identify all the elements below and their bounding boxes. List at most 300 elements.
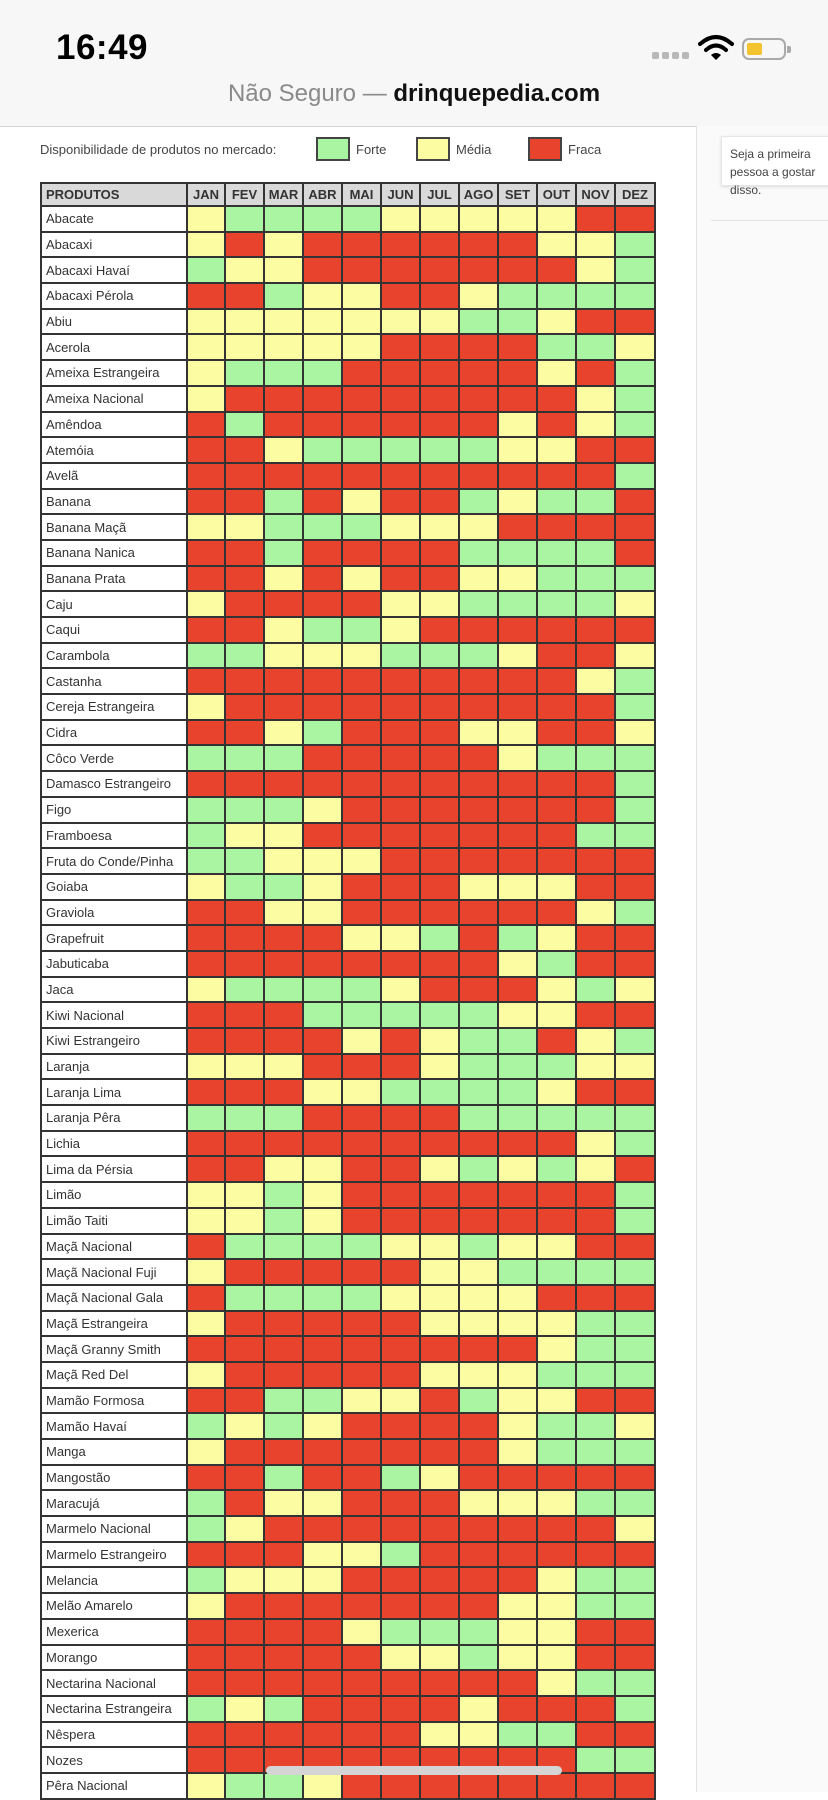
availability-cell — [537, 745, 576, 771]
availability-cell — [537, 1182, 576, 1208]
availability-cell — [225, 720, 264, 746]
availability-cell — [381, 591, 420, 617]
availability-cell — [225, 412, 264, 438]
availability-cell — [537, 1490, 576, 1516]
availability-cell — [225, 1285, 264, 1311]
availability-cell — [576, 1285, 615, 1311]
table-row — [41, 1259, 655, 1285]
availability-cell — [576, 1311, 615, 1337]
table-row — [41, 309, 655, 335]
availability-cell — [264, 694, 303, 720]
availability-cell — [459, 1234, 498, 1260]
availability-cell — [381, 977, 420, 1003]
availability-cell — [225, 1336, 264, 1362]
availability-cell — [342, 617, 381, 643]
product-name: Abacaxi — [41, 232, 187, 258]
availability-cell — [381, 1465, 420, 1491]
availability-cell — [381, 1413, 420, 1439]
availability-cell — [459, 206, 498, 232]
availability-cell — [459, 1516, 498, 1542]
availability-cell — [615, 925, 655, 951]
availability-cell — [187, 1182, 225, 1208]
availability-cell — [303, 514, 342, 540]
availability-cell — [187, 1131, 225, 1157]
availability-cell — [303, 1670, 342, 1696]
availability-cell — [264, 977, 303, 1003]
availability-cell — [420, 1413, 459, 1439]
availability-cell — [420, 900, 459, 926]
availability-cell — [498, 668, 537, 694]
availability-cell — [576, 617, 615, 643]
availability-cell — [498, 617, 537, 643]
availability-cell — [615, 848, 655, 874]
home-indicator[interactable] — [266, 1766, 562, 1775]
product-name: Laranja Pêra — [41, 1105, 187, 1131]
availability-cell — [264, 1362, 303, 1388]
legend-medium-label: Média — [456, 142, 492, 157]
availability-cell — [187, 334, 225, 360]
product-name: Laranja Lima — [41, 1079, 187, 1105]
availability-cell — [615, 1542, 655, 1568]
availability-cell — [342, 668, 381, 694]
availability-cell — [615, 874, 655, 900]
availability-cell — [459, 874, 498, 900]
availability-cell — [381, 1490, 420, 1516]
availability-cell — [576, 1105, 615, 1131]
availability-cell — [342, 489, 381, 515]
availability-cell — [303, 694, 342, 720]
availability-cell — [381, 1516, 420, 1542]
availability-cell — [576, 925, 615, 951]
availability-cell — [187, 1079, 225, 1105]
availability-cell — [576, 1567, 615, 1593]
availability-cell — [342, 1002, 381, 1028]
availability-cell — [225, 1696, 264, 1722]
availability-cell — [381, 360, 420, 386]
table-row — [41, 745, 655, 771]
product-name: Lima da Pérsia — [41, 1156, 187, 1182]
product-name: Lichia — [41, 1131, 187, 1157]
address-bar[interactable] — [0, 80, 828, 108]
availability-cell — [303, 540, 342, 566]
product-name: Banana Prata — [41, 566, 187, 592]
availability-cell — [615, 232, 655, 258]
availability-cell — [576, 1259, 615, 1285]
availability-cell — [187, 1285, 225, 1311]
availability-cell — [264, 1773, 303, 1799]
availability-cell — [381, 1002, 420, 1028]
availability-cell — [187, 823, 225, 849]
month-header-mar: MAR — [264, 183, 303, 206]
availability-cell — [303, 797, 342, 823]
availability-cell — [303, 977, 342, 1003]
availability-cell — [225, 848, 264, 874]
table-row — [41, 232, 655, 258]
availability-cell — [264, 386, 303, 412]
availability-cell — [303, 1645, 342, 1671]
availability-cell — [459, 900, 498, 926]
availability-cell — [537, 1208, 576, 1234]
availability-cell — [264, 643, 303, 669]
availability-cell — [381, 1054, 420, 1080]
availability-cell — [264, 1465, 303, 1491]
availability-cell — [420, 334, 459, 360]
availability-cell — [342, 1619, 381, 1645]
availability-cell — [264, 309, 303, 335]
availability-cell — [225, 386, 264, 412]
table-row — [41, 1131, 655, 1157]
availability-cell — [459, 283, 498, 309]
availability-cell — [498, 1311, 537, 1337]
availability-cell — [187, 977, 225, 1003]
availability-cell — [537, 1285, 576, 1311]
availability-cell — [225, 591, 264, 617]
availability-cell — [498, 1465, 537, 1491]
availability-cell — [459, 617, 498, 643]
availability-cell — [342, 1285, 381, 1311]
availability-cell — [303, 925, 342, 951]
availability-cell — [537, 1567, 576, 1593]
availability-cell — [498, 257, 537, 283]
availability-cell — [303, 1388, 342, 1414]
availability-cell — [576, 257, 615, 283]
availability-cell — [342, 1156, 381, 1182]
availability-cell — [381, 1234, 420, 1260]
availability-cell — [303, 1054, 342, 1080]
availability-cell — [264, 617, 303, 643]
availability-cell — [187, 540, 225, 566]
availability-cell — [303, 1465, 342, 1491]
table-header-row — [41, 183, 655, 206]
table-row — [41, 1336, 655, 1362]
availability-cell — [498, 437, 537, 463]
product-name: Morango — [41, 1645, 187, 1671]
availability-cell — [342, 823, 381, 849]
availability-cell — [459, 566, 498, 592]
availability-cell — [381, 514, 420, 540]
availability-cell — [264, 412, 303, 438]
availability-cell — [187, 1696, 225, 1722]
availability-cell — [381, 489, 420, 515]
availability-cell — [264, 1002, 303, 1028]
availability-cell — [498, 386, 537, 412]
availability-cell — [225, 1079, 264, 1105]
product-name: Atemóia — [41, 437, 187, 463]
availability-cell — [303, 1567, 342, 1593]
availability-cell — [303, 771, 342, 797]
availability-cell — [187, 1722, 225, 1748]
availability-cell — [381, 694, 420, 720]
availability-cell — [420, 668, 459, 694]
availability-cell — [615, 309, 655, 335]
wifi-icon — [698, 34, 734, 62]
availability-cell — [264, 951, 303, 977]
product-name: Mexerica — [41, 1619, 187, 1645]
availability-cell — [342, 977, 381, 1003]
availability-cell — [498, 1619, 537, 1645]
availability-cell — [420, 1722, 459, 1748]
availability-cell — [381, 1362, 420, 1388]
availability-cell — [459, 1465, 498, 1491]
product-name: Acerola — [41, 334, 187, 360]
product-name: Nectarina Nacional — [41, 1670, 187, 1696]
product-name: Abacaxi Pérola — [41, 283, 187, 309]
availability-cell — [420, 1208, 459, 1234]
availability-cell — [537, 1516, 576, 1542]
availability-cell — [498, 1285, 537, 1311]
availability-cell — [381, 1105, 420, 1131]
product-name: Grapefruit — [41, 925, 187, 951]
availability-cell — [459, 309, 498, 335]
availability-cell — [303, 437, 342, 463]
availability-cell — [459, 232, 498, 258]
availability-cell — [187, 1388, 225, 1414]
availability-cell — [576, 1156, 615, 1182]
availability-cell — [459, 1285, 498, 1311]
product-name: Maçã Nacional Gala — [41, 1285, 187, 1311]
availability-cell — [381, 412, 420, 438]
availability-cell — [381, 1156, 420, 1182]
availability-cell — [498, 1028, 537, 1054]
availability-cell — [459, 823, 498, 849]
availability-cell — [225, 206, 264, 232]
product-name: Jabuticaba — [41, 951, 187, 977]
availability-cell — [498, 643, 537, 669]
availability-cell — [303, 900, 342, 926]
availability-cell — [615, 694, 655, 720]
availability-cell — [342, 720, 381, 746]
availability-cell — [615, 257, 655, 283]
availability-cell — [381, 232, 420, 258]
availability-cell — [576, 1516, 615, 1542]
product-name: Banana Nanica — [41, 540, 187, 566]
availability-cell — [381, 745, 420, 771]
availability-cell — [303, 617, 342, 643]
availability-cell — [225, 797, 264, 823]
availability-cell — [537, 1362, 576, 1388]
availability-cell — [303, 951, 342, 977]
availability-cell — [381, 771, 420, 797]
availability-cell — [576, 1670, 615, 1696]
availability-cell — [537, 900, 576, 926]
product-name: Figo — [41, 797, 187, 823]
product-name: Mamão Formosa — [41, 1388, 187, 1414]
availability-cell — [498, 334, 537, 360]
product-name: Marmelo Nacional — [41, 1516, 187, 1542]
availability-cell — [537, 489, 576, 515]
availability-cell — [381, 668, 420, 694]
cellular-signal-icon — [652, 52, 689, 59]
availability-cell — [537, 1593, 576, 1619]
availability-cell — [225, 1002, 264, 1028]
product-name: Jaca — [41, 977, 187, 1003]
availability-cell — [420, 1696, 459, 1722]
availability-cell — [498, 1079, 537, 1105]
product-name: Kiwi Estrangeiro — [41, 1028, 187, 1054]
availability-cell — [459, 1439, 498, 1465]
availability-cell — [303, 848, 342, 874]
availability-cell — [498, 1593, 537, 1619]
availability-cell — [420, 848, 459, 874]
availability-cell — [537, 874, 576, 900]
availability-cell — [615, 283, 655, 309]
availability-cell — [264, 1028, 303, 1054]
availability-cell — [498, 1336, 537, 1362]
availability-cell — [576, 1439, 615, 1465]
product-name: Maçã Granny Smith — [41, 1336, 187, 1362]
availability-cell — [187, 771, 225, 797]
table-row — [41, 360, 655, 386]
availability-cell — [459, 720, 498, 746]
availability-cell — [187, 1002, 225, 1028]
availability-cell — [615, 386, 655, 412]
availability-cell — [576, 566, 615, 592]
availability-cell — [225, 232, 264, 258]
availability-cell — [225, 694, 264, 720]
availability-cell — [303, 745, 342, 771]
availability-cell — [187, 1773, 225, 1799]
availability-cell — [615, 489, 655, 515]
availability-cell — [225, 1105, 264, 1131]
like-prompt-box[interactable] — [721, 136, 828, 197]
availability-cell — [225, 1619, 264, 1645]
availability-cell — [303, 489, 342, 515]
availability-cell — [381, 951, 420, 977]
table-row — [41, 720, 655, 746]
availability-cell — [615, 1105, 655, 1131]
availability-cell — [264, 1490, 303, 1516]
availability-cell — [537, 1054, 576, 1080]
table-row — [41, 1542, 655, 1568]
availability-cell — [381, 437, 420, 463]
availability-cell — [615, 1336, 655, 1362]
availability-cell — [225, 1311, 264, 1337]
availability-cell — [459, 1490, 498, 1516]
availability-cell — [576, 1182, 615, 1208]
availability-cell — [459, 1131, 498, 1157]
availability-cell — [264, 1054, 303, 1080]
product-name: Nectarina Estrangeira — [41, 1696, 187, 1722]
availability-cell — [264, 1079, 303, 1105]
table-row — [41, 1465, 655, 1491]
availability-cell — [615, 1131, 655, 1157]
availability-cell — [459, 848, 498, 874]
availability-cell — [342, 1336, 381, 1362]
table-row — [41, 1619, 655, 1645]
availability-cell — [420, 823, 459, 849]
availability-cell — [420, 591, 459, 617]
availability-cell — [576, 1054, 615, 1080]
availability-cell — [225, 1362, 264, 1388]
availability-cell — [264, 1670, 303, 1696]
availability-cell — [187, 1105, 225, 1131]
availability-cell — [342, 1516, 381, 1542]
availability-cell — [303, 1002, 342, 1028]
availability-cell — [537, 1388, 576, 1414]
availability-cell — [420, 412, 459, 438]
table-row — [41, 1105, 655, 1131]
table-row — [41, 1388, 655, 1414]
availability-cell — [498, 900, 537, 926]
product-name: Banana Maçã — [41, 514, 187, 540]
availability-cell — [381, 874, 420, 900]
availability-cell — [381, 823, 420, 849]
availability-cell — [537, 360, 576, 386]
availability-cell — [498, 771, 537, 797]
availability-cell — [459, 257, 498, 283]
legend-swatch-medium — [416, 137, 450, 161]
table-row — [41, 668, 655, 694]
availability-cell — [498, 1773, 537, 1799]
availability-cell — [381, 643, 420, 669]
availability-cell — [342, 1234, 381, 1260]
availability-cell — [381, 1645, 420, 1671]
availability-cell — [187, 1156, 225, 1182]
product-name: Limão — [41, 1182, 187, 1208]
table-row — [41, 463, 655, 489]
table-row — [41, 437, 655, 463]
table-row — [41, 1028, 655, 1054]
product-name: Caju — [41, 591, 187, 617]
availability-cell — [576, 309, 615, 335]
availability-cell — [225, 951, 264, 977]
availability-cell — [303, 232, 342, 258]
availability-cell — [187, 206, 225, 232]
availability-cell — [264, 1156, 303, 1182]
availability-cell — [615, 643, 655, 669]
availability-cell — [537, 1002, 576, 1028]
availability-cell — [420, 1054, 459, 1080]
availability-cell — [615, 1362, 655, 1388]
availability-cell — [225, 977, 264, 1003]
table-row — [41, 1002, 655, 1028]
availability-cell — [264, 720, 303, 746]
availability-cell — [303, 720, 342, 746]
availability-cell — [303, 823, 342, 849]
product-name: Melancia — [41, 1567, 187, 1593]
availability-cell — [187, 925, 225, 951]
availability-table — [40, 182, 656, 1800]
availability-cell — [615, 1311, 655, 1337]
availability-cell — [187, 1413, 225, 1439]
month-header-mai: MAI — [342, 183, 381, 206]
availability-cell — [537, 1336, 576, 1362]
availability-cell — [264, 797, 303, 823]
availability-cell — [615, 1619, 655, 1645]
availability-cell — [303, 283, 342, 309]
table-row — [41, 797, 655, 823]
availability-cell — [187, 874, 225, 900]
availability-cell — [615, 617, 655, 643]
availability-cell — [381, 1336, 420, 1362]
availability-cell — [576, 1002, 615, 1028]
availability-cell — [498, 1388, 537, 1414]
availability-cell — [225, 540, 264, 566]
availability-cell — [459, 771, 498, 797]
availability-cell — [576, 1490, 615, 1516]
availability-cell — [187, 1259, 225, 1285]
availability-cell — [342, 1131, 381, 1157]
availability-cell — [420, 540, 459, 566]
availability-cell — [225, 283, 264, 309]
availability-cell — [342, 643, 381, 669]
table-row — [41, 206, 655, 232]
availability-cell — [264, 1234, 303, 1260]
legend-label: Disponibilidade de produtos no mercado: — [40, 142, 277, 157]
availability-cell — [537, 1028, 576, 1054]
availability-cell — [187, 1619, 225, 1645]
availability-cell — [459, 745, 498, 771]
